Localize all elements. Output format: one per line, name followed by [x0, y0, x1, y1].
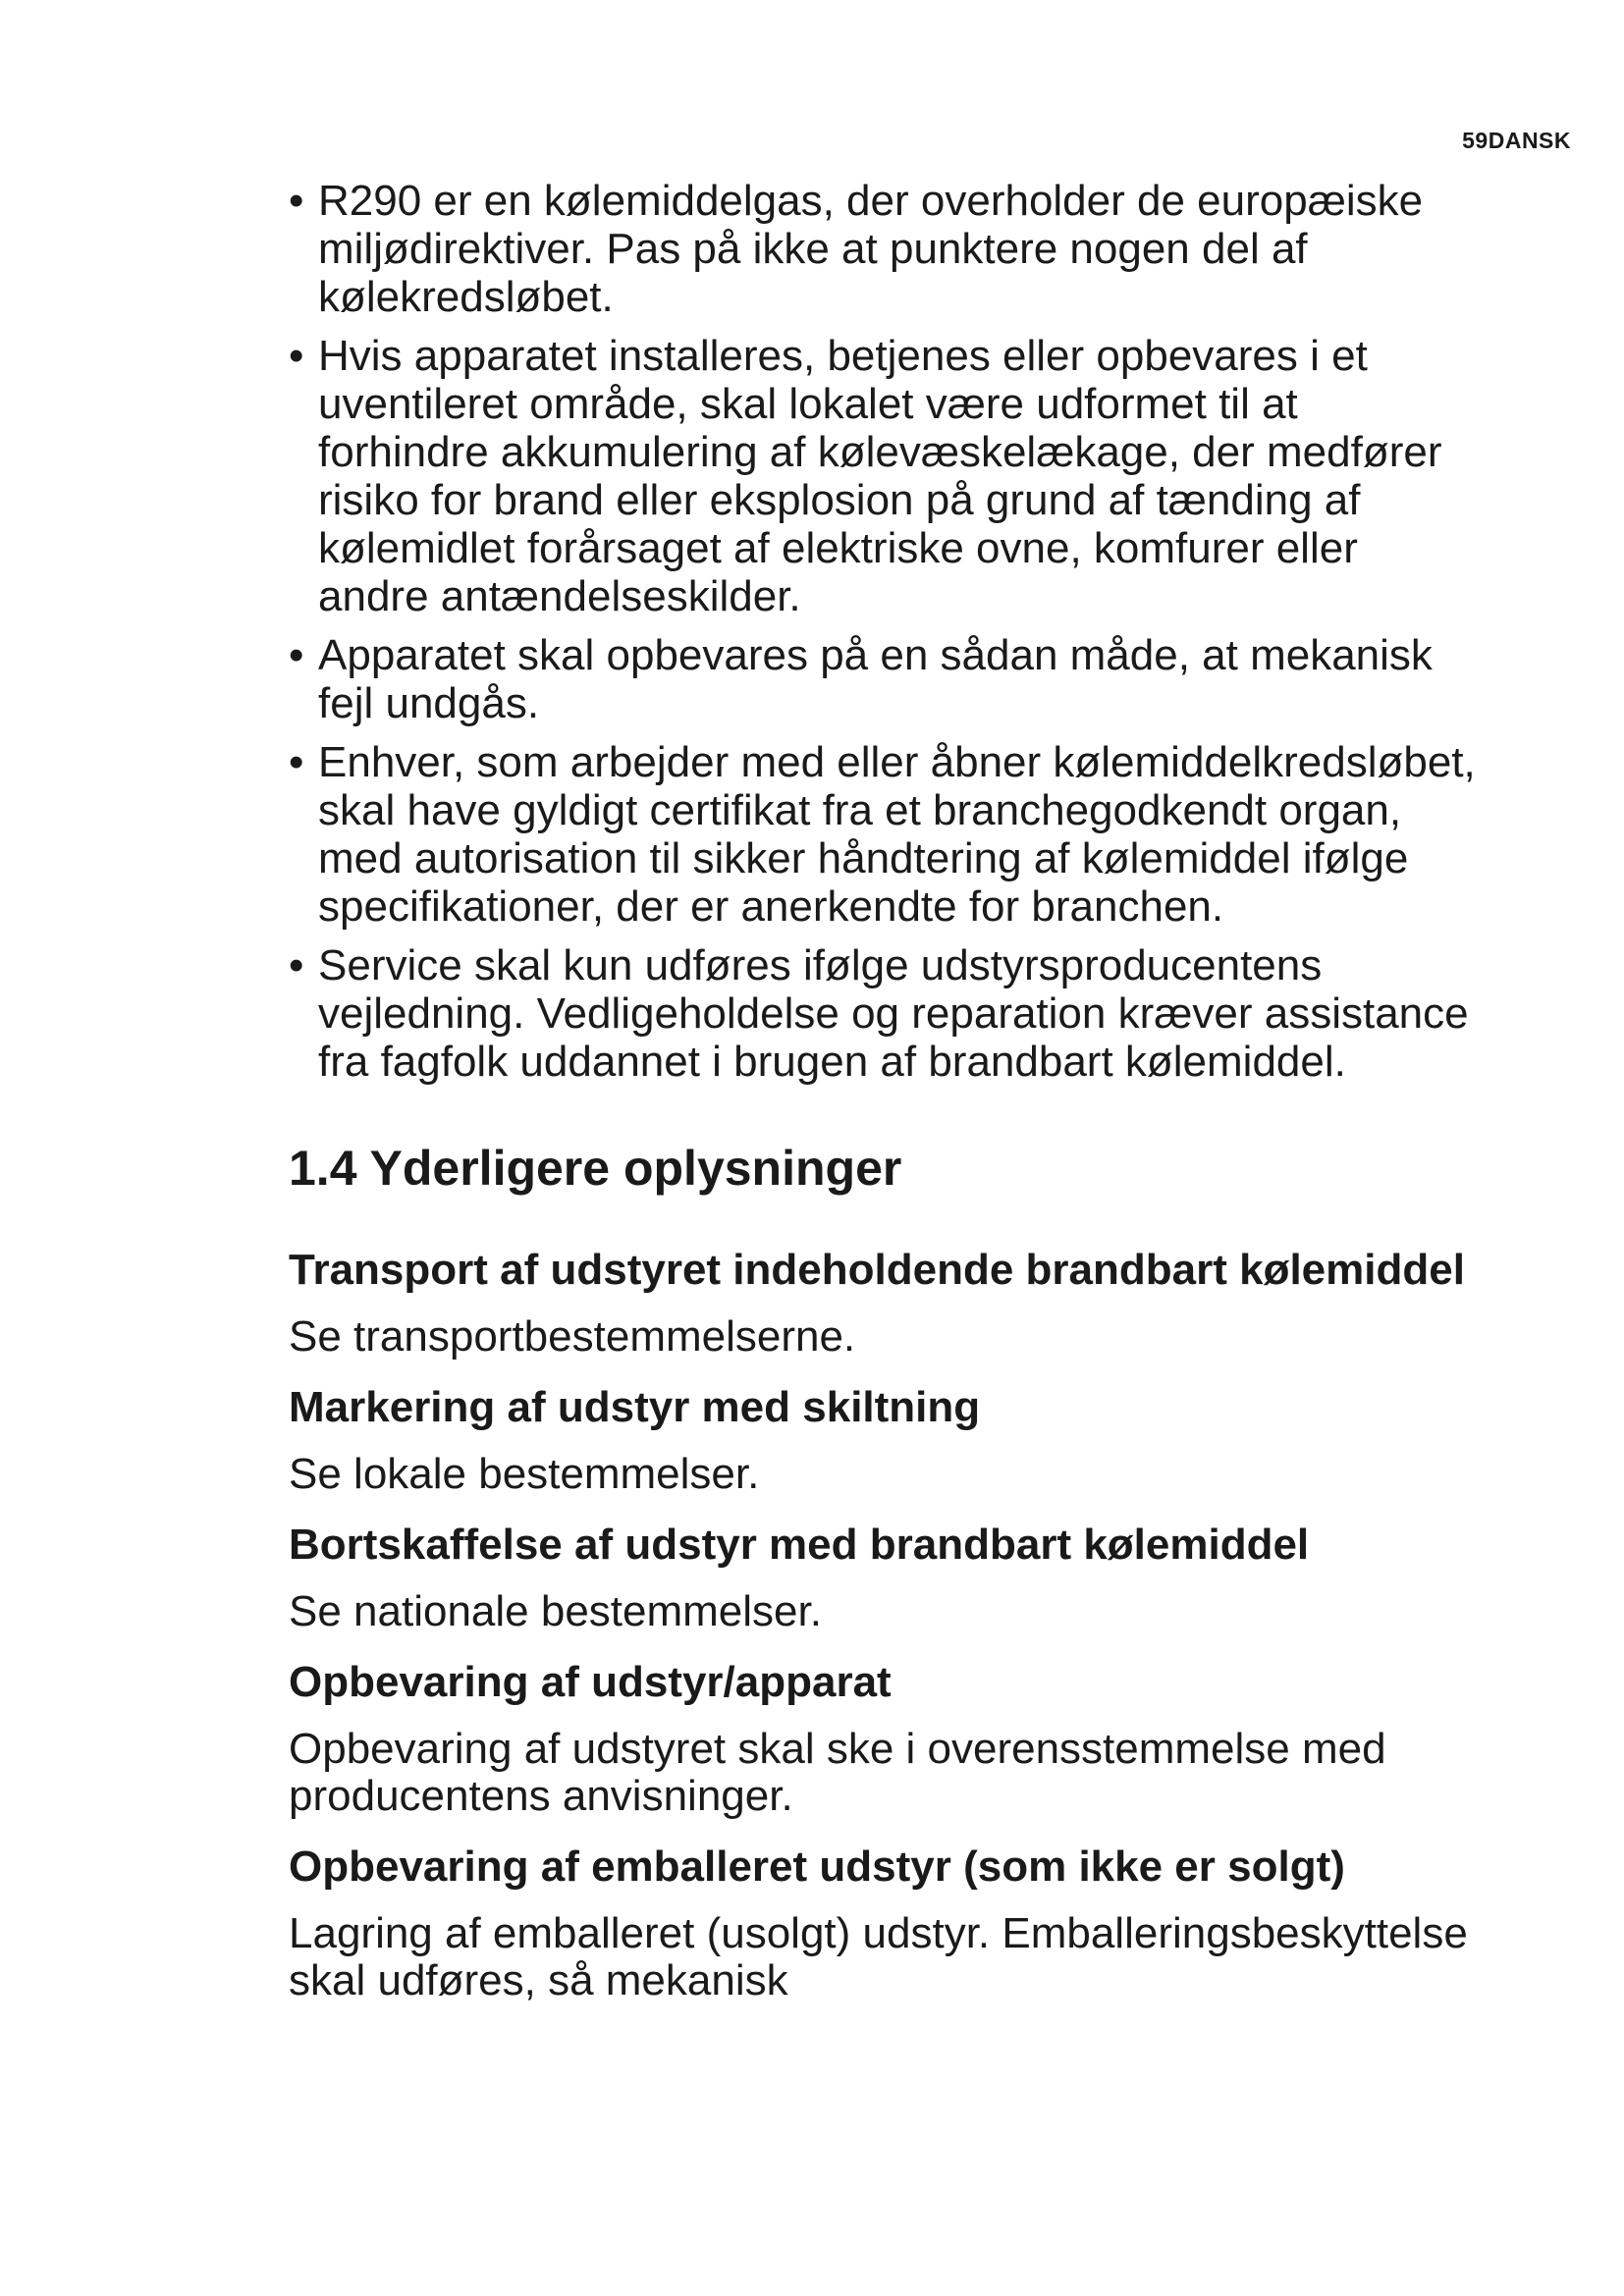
subsection-text-transport: Se transportbestemmelserne.: [289, 1312, 856, 1361]
bullet-text: Service skal kun udføres ifølge udstyrsproducentens vejledning. Vedligeholdelse og reparation kræver assistance fra fagfolk uddannet i brugen af brandbart kølemiddel.: [318, 941, 1469, 1086]
bullet-icon: •: [289, 738, 304, 786]
section-heading: [289, 1141, 1477, 1196]
bullet-text: R290 er en kølemiddelgas, der overholder de europæiske miljødirektiver. Pas på ikke at punktere nogen del af kølekredsløbet.: [318, 177, 1424, 321]
subsection-text-packed-storage: Lagring af emballeret (usolgt) udstyr. Emballeringsbeskyttelse skal udføres, så mekanisk: [289, 1909, 1468, 2004]
section-number: 1.4: [289, 1141, 357, 1196]
list-item: [289, 941, 1477, 1086]
language-label: DANSK: [1488, 128, 1571, 153]
page-header: [1462, 128, 1571, 154]
subsection-heading-transport: Transport af udstyret indeholdende brandbart kølemiddel: [289, 1246, 1465, 1294]
bullet-icon: •: [289, 332, 304, 380]
subsection-heading-marking: Markering af udstyr med skiltning: [289, 1383, 981, 1431]
subsection-heading-storage: Opbevaring af udstyr/apparat: [289, 1658, 892, 1706]
bullet-icon: •: [289, 631, 304, 679]
page-number: 59: [1462, 128, 1489, 153]
bullet-text: Hvis apparatet installeres, betjenes eller opbevares i et uventileret område, skal lokalet være udformet til at forhindre akkumulering af kølevæskelækage, der medfører risiko for brand eller eksplosion på grund af tænding af kølemidlet forårsaget af elektriske ovne, komfurer eller andre antændelseskilder.: [318, 332, 1442, 620]
list-item: [289, 332, 1477, 620]
bullet-icon: •: [289, 177, 304, 225]
list-item: [289, 631, 1477, 727]
bullet-icon: •: [289, 941, 304, 989]
section-title: Yderligere oplysninger: [369, 1141, 902, 1196]
subsection-text-disposal: Se nationale bestemmelser.: [289, 1587, 822, 1635]
bullet-text: Enhver, som arbejder med eller åbner kølemiddelkredsløbet, skal have gyldigt certifikat fra et branchegodkendt organ, med autorisation til sikker håndtering af kølemiddel ifølge specifikationer, der er anerkendte for branchen.: [318, 738, 1476, 931]
document-content: [289, 177, 1477, 2028]
subsection-heading-disposal: Bortskaffelse af udstyr med brandbart kølemiddel: [289, 1521, 1310, 1569]
subsection-text-marking: Se lokale bestemmelser.: [289, 1450, 760, 1498]
safety-bullet-list: [289, 177, 1477, 1086]
list-item: [289, 738, 1477, 931]
subsection-text-storage: Opbevaring af udstyret skal ske i overensstemmelse med producentens anvisninger.: [289, 1725, 1386, 1820]
list-item: [289, 177, 1477, 321]
bullet-text: Apparatet skal opbevares på en sådan måde, at mekanisk fejl undgås.: [318, 631, 1433, 727]
subsection-heading-packed-storage: Opbevaring af emballeret udstyr (som ikke er solgt): [289, 1842, 1345, 1891]
